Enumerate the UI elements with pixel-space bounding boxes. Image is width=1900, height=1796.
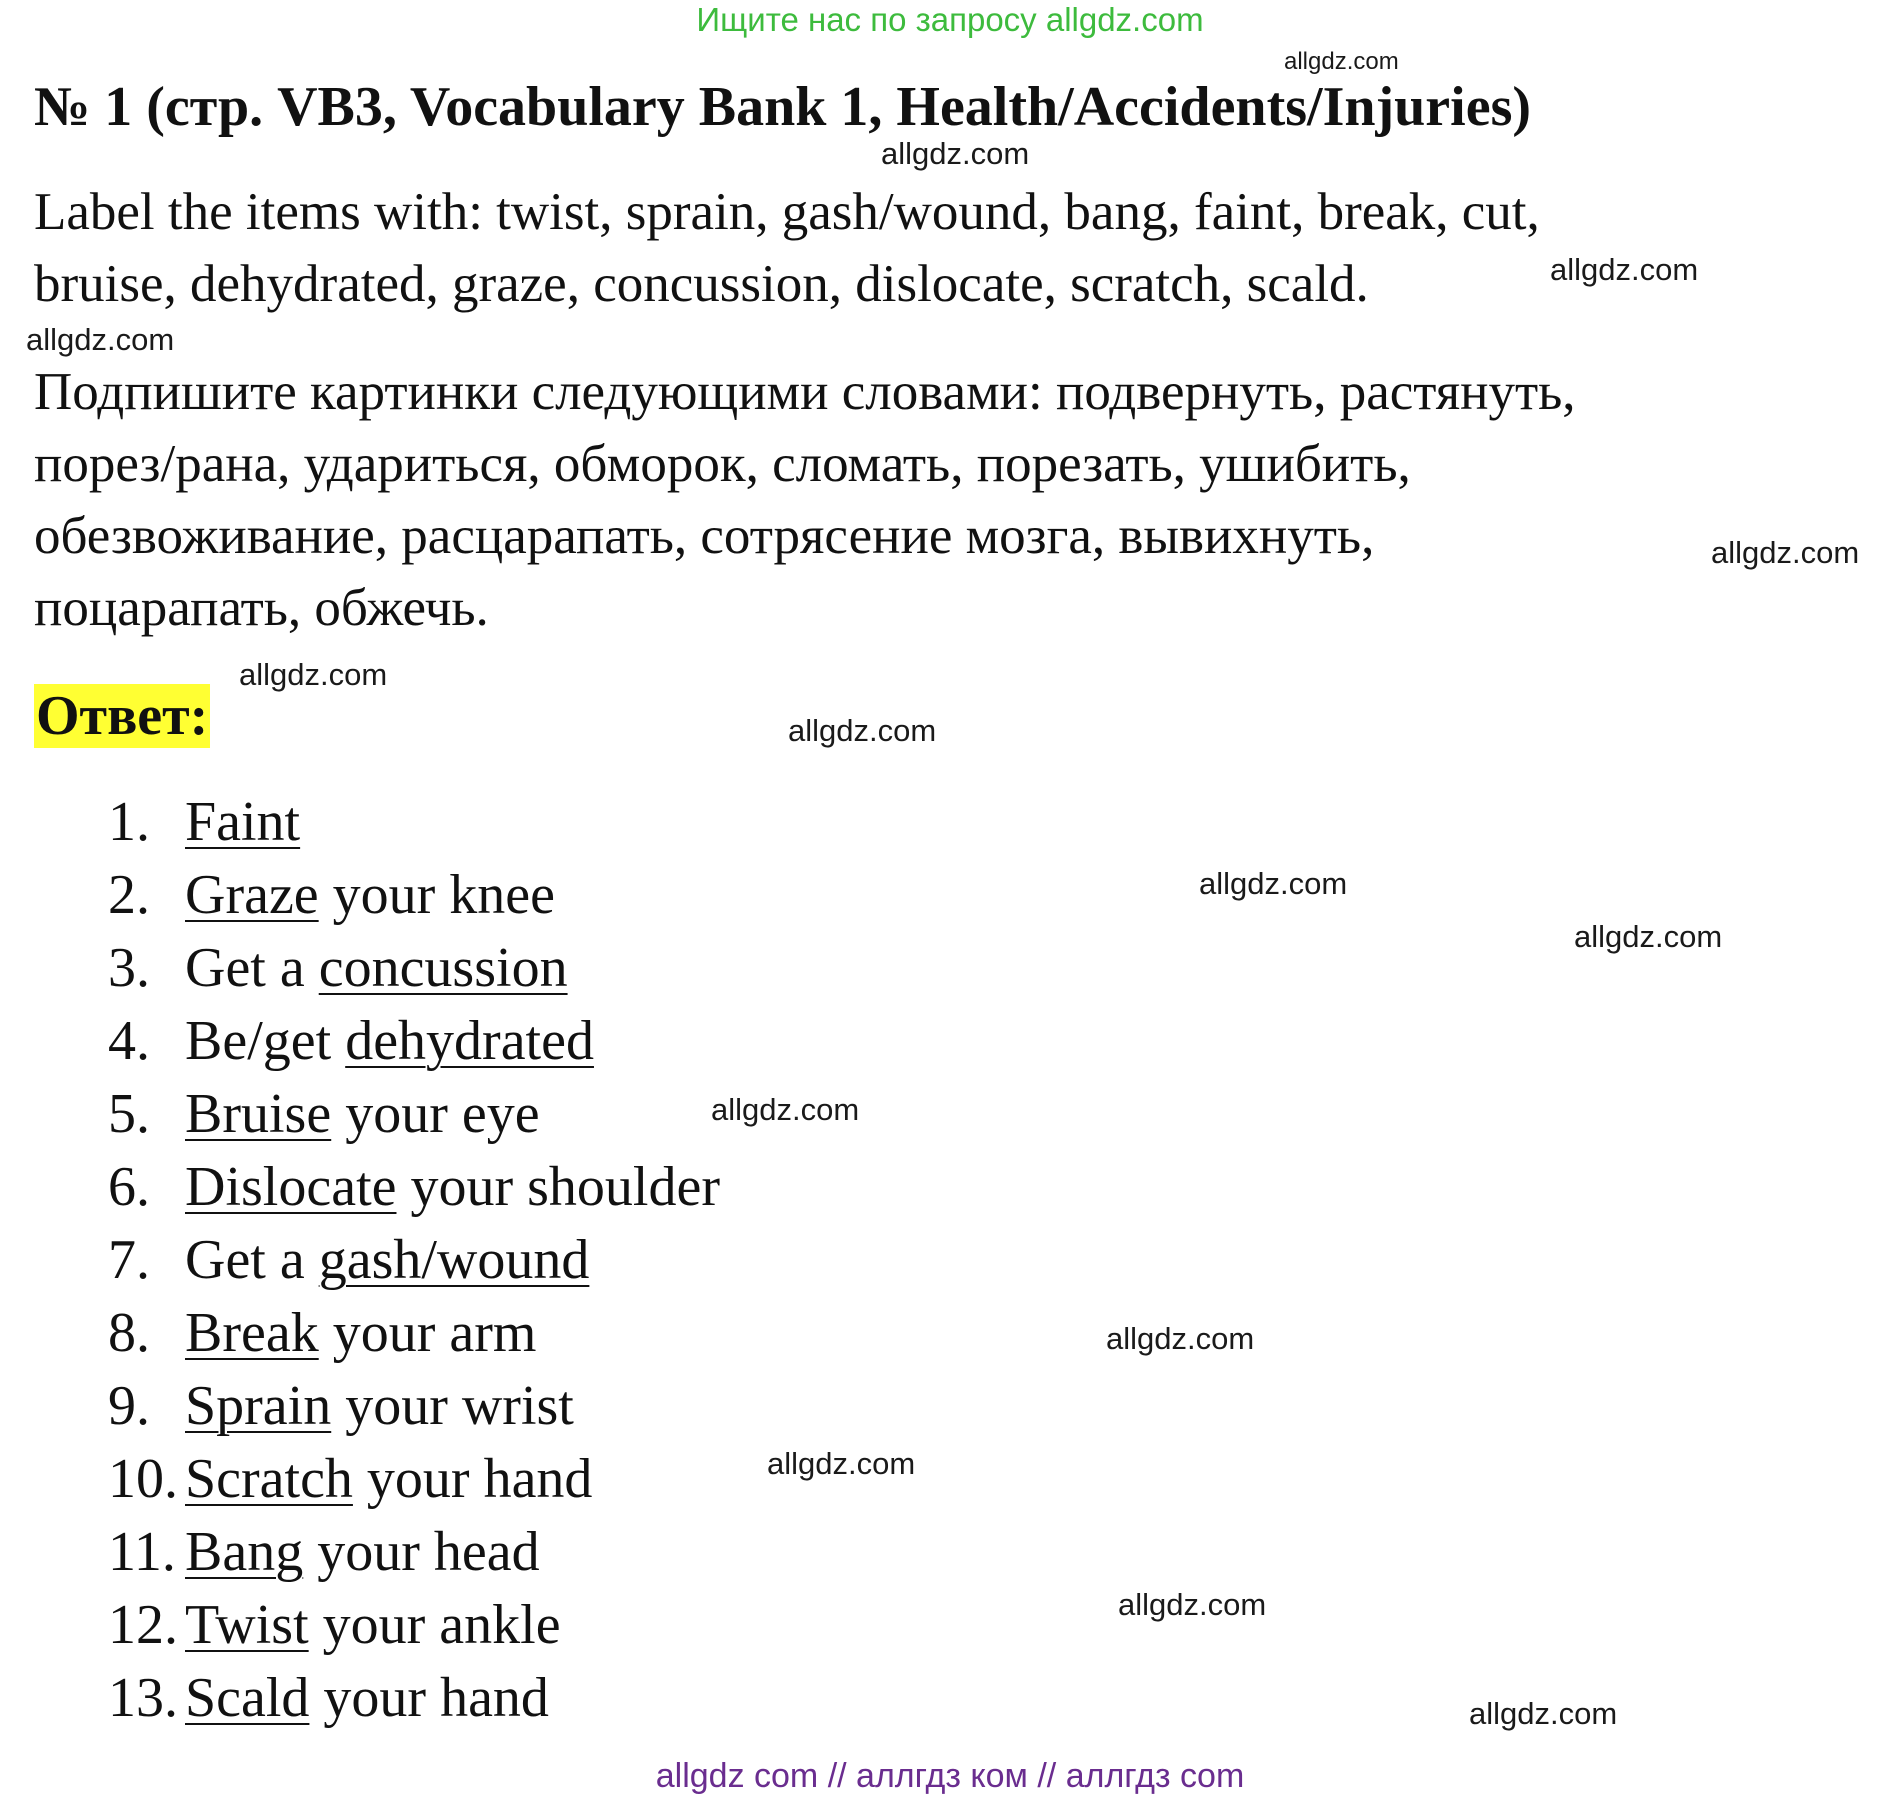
instruction-ru-line-1: Подпишите картинки следующими словами: подвернуть, растянуть,	[34, 363, 1576, 421]
list-item-suffix: your wrist	[331, 1375, 574, 1437]
list-item-prefix: Be/get	[185, 1010, 346, 1072]
list-item-number: 6.	[108, 1156, 150, 1218]
list-item-text	[185, 932, 568, 1005]
list-item-text	[185, 859, 555, 932]
list-item-text	[185, 786, 300, 859]
list-item-answer-word: Scratch	[185, 1448, 353, 1510]
list-item	[108, 1078, 720, 1151]
list-item-number: 7.	[108, 1229, 150, 1291]
list-item-number: 13.	[108, 1667, 178, 1729]
watermark: allgdz.com	[1574, 919, 1723, 954]
list-item-answer-word: dehydrated	[345, 1010, 594, 1072]
list-item	[108, 1005, 720, 1078]
watermark: allgdz.com	[1284, 48, 1399, 75]
instruction-en-line-1: Label the items with: twist, sprain, gash/wound, bang, faint, break, cut,	[34, 183, 1540, 241]
answer-heading: Ответ:	[36, 685, 209, 747]
watermark: allgdz.com	[711, 1092, 860, 1127]
list-item-text	[185, 1443, 592, 1516]
list-item-text	[185, 1078, 540, 1151]
list-item	[108, 932, 720, 1005]
list-item-number: 4.	[108, 1010, 150, 1072]
watermark: allgdz.com	[788, 713, 937, 748]
list-item	[108, 1662, 720, 1735]
list-item	[108, 1224, 720, 1297]
list-item-text	[185, 1224, 589, 1297]
instruction-ru-line-4: поцарапать, обжечь.	[34, 579, 489, 637]
list-item-text	[185, 1297, 536, 1370]
list-item-suffix: your hand	[352, 1448, 593, 1510]
list-item-text	[185, 1151, 720, 1224]
watermark: allgdz.com	[26, 322, 175, 357]
list-item-answer-word: Scald	[185, 1667, 310, 1729]
list-item-number: 1.	[108, 791, 150, 853]
watermark: allgdz.com	[1106, 1321, 1255, 1356]
watermark: allgdz.com	[1550, 252, 1699, 287]
list-item	[108, 1370, 720, 1443]
list-item-text	[185, 1662, 549, 1735]
list-item-answer-word: Twist	[185, 1594, 309, 1656]
list-item	[108, 859, 720, 932]
list-item-answer-word: Faint	[185, 791, 301, 853]
list-item	[108, 1297, 720, 1370]
footer: allgdz com // аллгдз ком // аллгдз com	[655, 1757, 1245, 1795]
list-item-text	[185, 1516, 540, 1589]
watermark: allgdz.com	[767, 1446, 916, 1481]
list-item-number: 2.	[108, 864, 150, 926]
list-item-answer-word: concussion	[318, 937, 568, 999]
list-item	[108, 786, 720, 859]
list-item-text	[185, 1589, 561, 1662]
list-item-suffix: your eye	[331, 1083, 540, 1145]
list-item-number: 5.	[108, 1083, 150, 1145]
top-banner: Ищите нас по запросу allgdz.com	[696, 1, 1204, 38]
list-item-answer-word: Bang	[185, 1521, 304, 1583]
list-item-suffix: your arm	[318, 1302, 537, 1364]
list-item-suffix: your hand	[309, 1667, 549, 1729]
list-item-number: 3.	[108, 937, 150, 999]
instruction-ru-line-2: порез/рана, удариться, обморок, сломать, порезать, ушибить,	[34, 435, 1411, 493]
watermark: allgdz.com	[1199, 866, 1348, 901]
instruction-en-line-2: bruise, dehydrated, graze, concussion, dislocate, scratch, scald.	[34, 255, 1369, 313]
list-item	[108, 1151, 720, 1224]
list-item-text	[185, 1370, 574, 1443]
list-item-suffix: your head	[303, 1521, 540, 1583]
list-item-text	[185, 1005, 594, 1078]
list-item-answer-word: Bruise	[185, 1083, 332, 1145]
list-item	[108, 1516, 720, 1589]
list-item-answer-word: Sprain	[185, 1375, 332, 1437]
answer-list	[108, 786, 720, 1735]
list-item-answer-word: Graze	[185, 864, 319, 926]
list-item-suffix: your knee	[318, 864, 556, 926]
watermark: allgdz.com	[1118, 1587, 1267, 1622]
list-item-suffix: your ankle	[308, 1594, 561, 1656]
list-item-number: 11.	[108, 1521, 176, 1583]
list-item-answer-word: gash/wound	[318, 1229, 590, 1291]
list-item-number: 8.	[108, 1302, 150, 1364]
list-item-suffix: your shoulder	[396, 1156, 720, 1218]
list-item	[108, 1443, 720, 1516]
list-item-number: 12.	[108, 1594, 178, 1656]
list-item-number: 9.	[108, 1375, 150, 1437]
list-item-number: 10.	[108, 1448, 178, 1510]
page-title: № 1 (стр. VB3, Vocabulary Bank 1, Health/Accidents/Injuries)	[34, 76, 1532, 138]
list-item-prefix: Get a	[185, 1229, 319, 1291]
watermark: allgdz.com	[881, 136, 1030, 171]
list-item-answer-word: Dislocate	[185, 1156, 397, 1218]
watermark: allgdz.com	[1469, 1696, 1618, 1731]
watermark: allgdz.com	[239, 657, 388, 692]
list-item-answer-word: Break	[185, 1302, 319, 1364]
instruction-ru-line-3: обезвоживание, расцарапать, сотрясение мозга, вывихнуть,	[34, 507, 1375, 565]
list-item	[108, 1589, 720, 1662]
list-item-prefix: Get a	[185, 937, 319, 999]
watermark: allgdz.com	[1711, 535, 1860, 570]
